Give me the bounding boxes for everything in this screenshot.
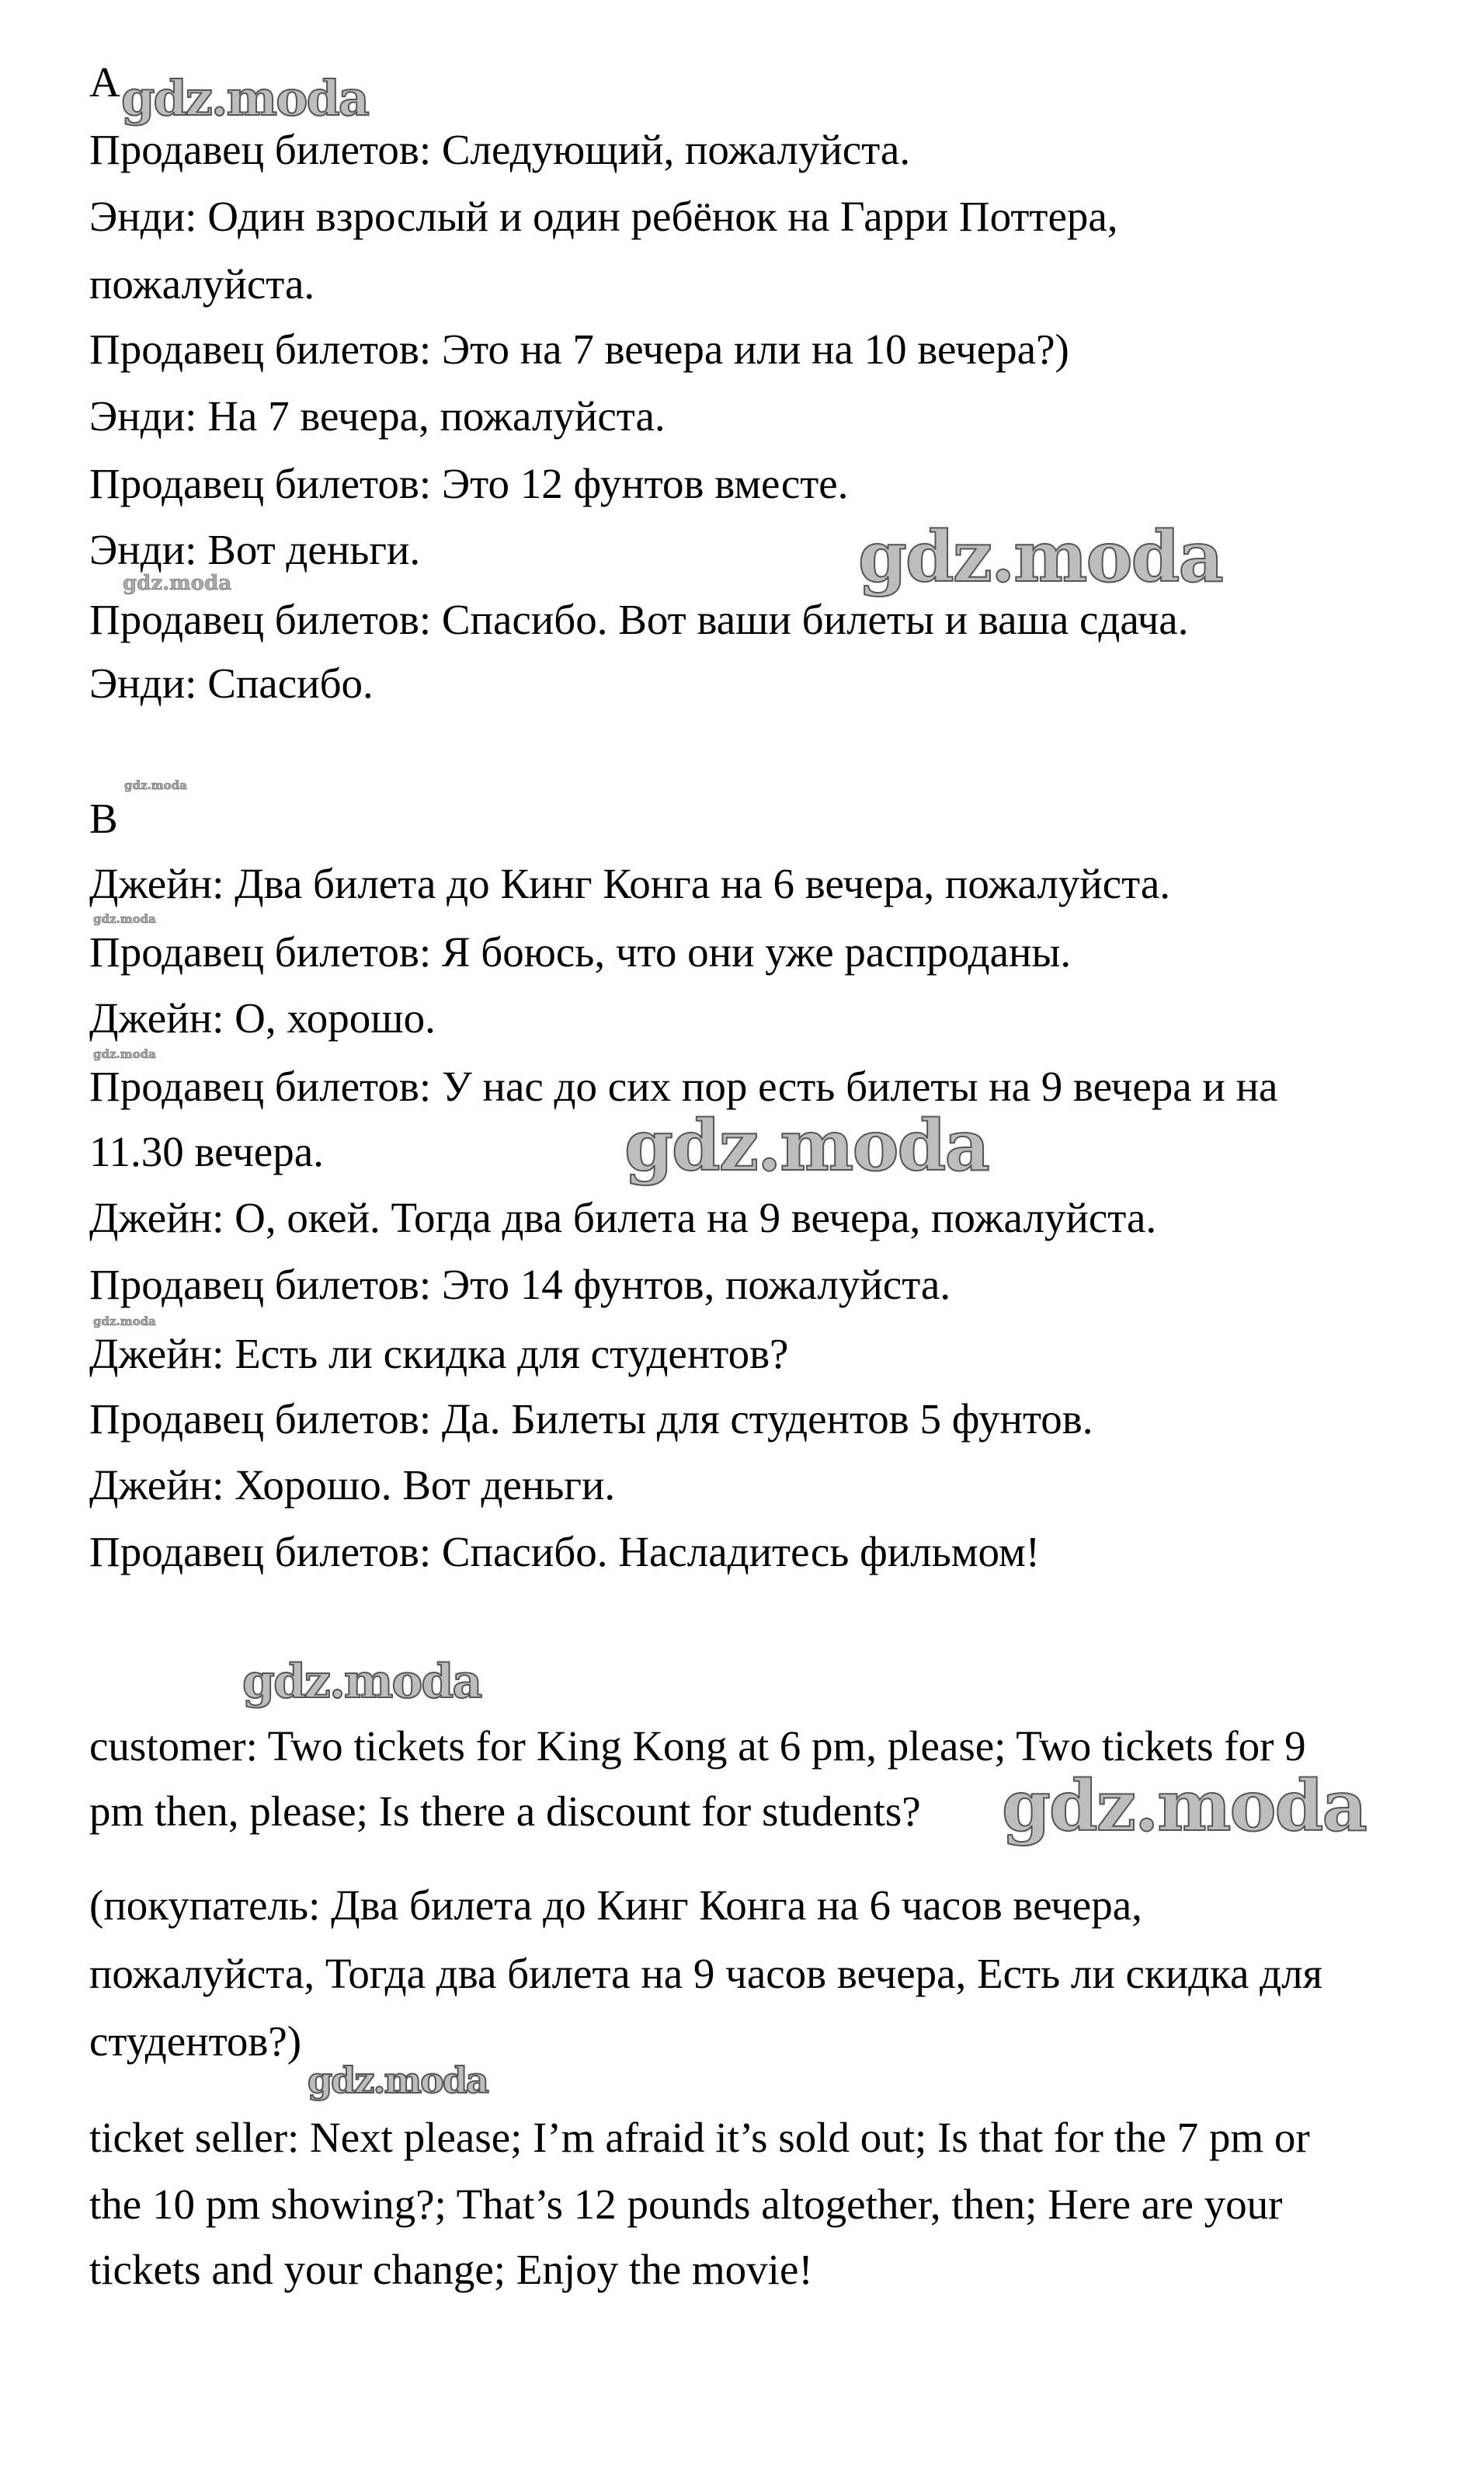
summary-line: студентов?) bbox=[89, 2017, 302, 2065]
watermark: gdz.moda bbox=[121, 70, 368, 127]
watermark: gdz.moda bbox=[308, 2059, 488, 2101]
dialogue-line: Продавец билетов: Да. Билеты для студентов 5 фунтов. bbox=[89, 1395, 1093, 1443]
summary-line: pm then, please; Is there a discount for students? bbox=[89, 1787, 921, 1835]
dialogue-line: Джейн: О, хорошо. bbox=[89, 994, 436, 1042]
watermark: gdz.moda bbox=[124, 778, 187, 792]
dialogue-line: Продавец билетов: Следующий, пожалуйста. bbox=[89, 126, 911, 173]
watermark: gdz.moda bbox=[624, 1105, 989, 1187]
watermark: gdz.moda bbox=[123, 572, 232, 595]
watermark: gdz.moda bbox=[93, 1047, 156, 1061]
dialogue-line: Джейн: Хорошо. Вот деньги. bbox=[89, 1461, 616, 1509]
dialogue-line: Джейн: Два билета до Кинг Конга на 6 вечера, пожалуйста. bbox=[89, 860, 1170, 907]
dialogue-line: 11.30 вечера. bbox=[89, 1128, 324, 1175]
dialogue-line: Джейн: О, окей. Тогда два билета на 9 вечера, пожалуйста. bbox=[89, 1194, 1157, 1241]
summary-line: tickets and your change; Enjoy the movie! bbox=[89, 2246, 813, 2293]
summary-line: the 10 pm showing?; That’s 12 pounds altogether, then; Here are your bbox=[89, 2180, 1283, 2228]
dialogue-line: Энди: Один взрослый и один ребёнок на Гарри Поттера, bbox=[89, 193, 1118, 240]
section-b-label: B bbox=[89, 795, 118, 842]
dialogue-line: Продавец билетов: Спасибо. Насладитесь фильмом! bbox=[89, 1528, 1041, 1575]
watermark: gdz.moda bbox=[858, 516, 1222, 598]
section-a-label: A bbox=[89, 58, 120, 106]
watermark: gdz.moda bbox=[93, 912, 156, 926]
summary-line: (покупатель: Два билета до Кинг Конга на 6 часов вечера, bbox=[89, 1881, 1142, 1929]
dialogue-line: пожалуйста. bbox=[89, 260, 315, 308]
dialogue-line: Продавец билетов: Это 12 фунтов вместе. bbox=[89, 460, 849, 507]
summary-line: customer: Two tickets for King Kong at 6 pm, please; Two tickets for 9 bbox=[89, 1722, 1306, 1770]
watermark: gdz.moda bbox=[93, 1314, 156, 1328]
dialogue-line: Продавец билетов: Это на 7 вечера или на 10 вечера?) bbox=[89, 325, 1069, 373]
watermark: gdz.moda bbox=[242, 1655, 481, 1709]
dialogue-line: Энди: На 7 вечера, пожалуйста. bbox=[89, 392, 666, 440]
dialogue-line: Продавец билетов: Это 14 фунтов, пожалуйста. bbox=[89, 1261, 951, 1308]
dialogue-line: Джейн: Есть ли скидка для студентов? bbox=[89, 1330, 789, 1377]
summary-line: ticket seller: Next please; I’m afraid it’s sold out; Is that for the 7 pm or bbox=[89, 2114, 1310, 2161]
watermark: gdz.moda bbox=[1002, 1765, 1366, 1847]
dialogue-line: Энди: Вот деньги. bbox=[89, 526, 421, 573]
dialogue-line: Энди: Спасибо. bbox=[89, 660, 374, 707]
dialogue-line: Продавец билетов: Я боюсь, что они уже распроданы. bbox=[89, 928, 1072, 976]
dialogue-line: Продавец билетов: У нас до сих пор есть билеты на 9 вечера и на bbox=[89, 1063, 1278, 1110]
dialogue-line: Продавец билетов: Спасибо. Вот ваши билеты и ваша сдача. bbox=[89, 596, 1189, 643]
summary-line: пожалуйста, Тогда два билета на 9 часов вечера, Есть ли скидка для bbox=[89, 1950, 1322, 1997]
